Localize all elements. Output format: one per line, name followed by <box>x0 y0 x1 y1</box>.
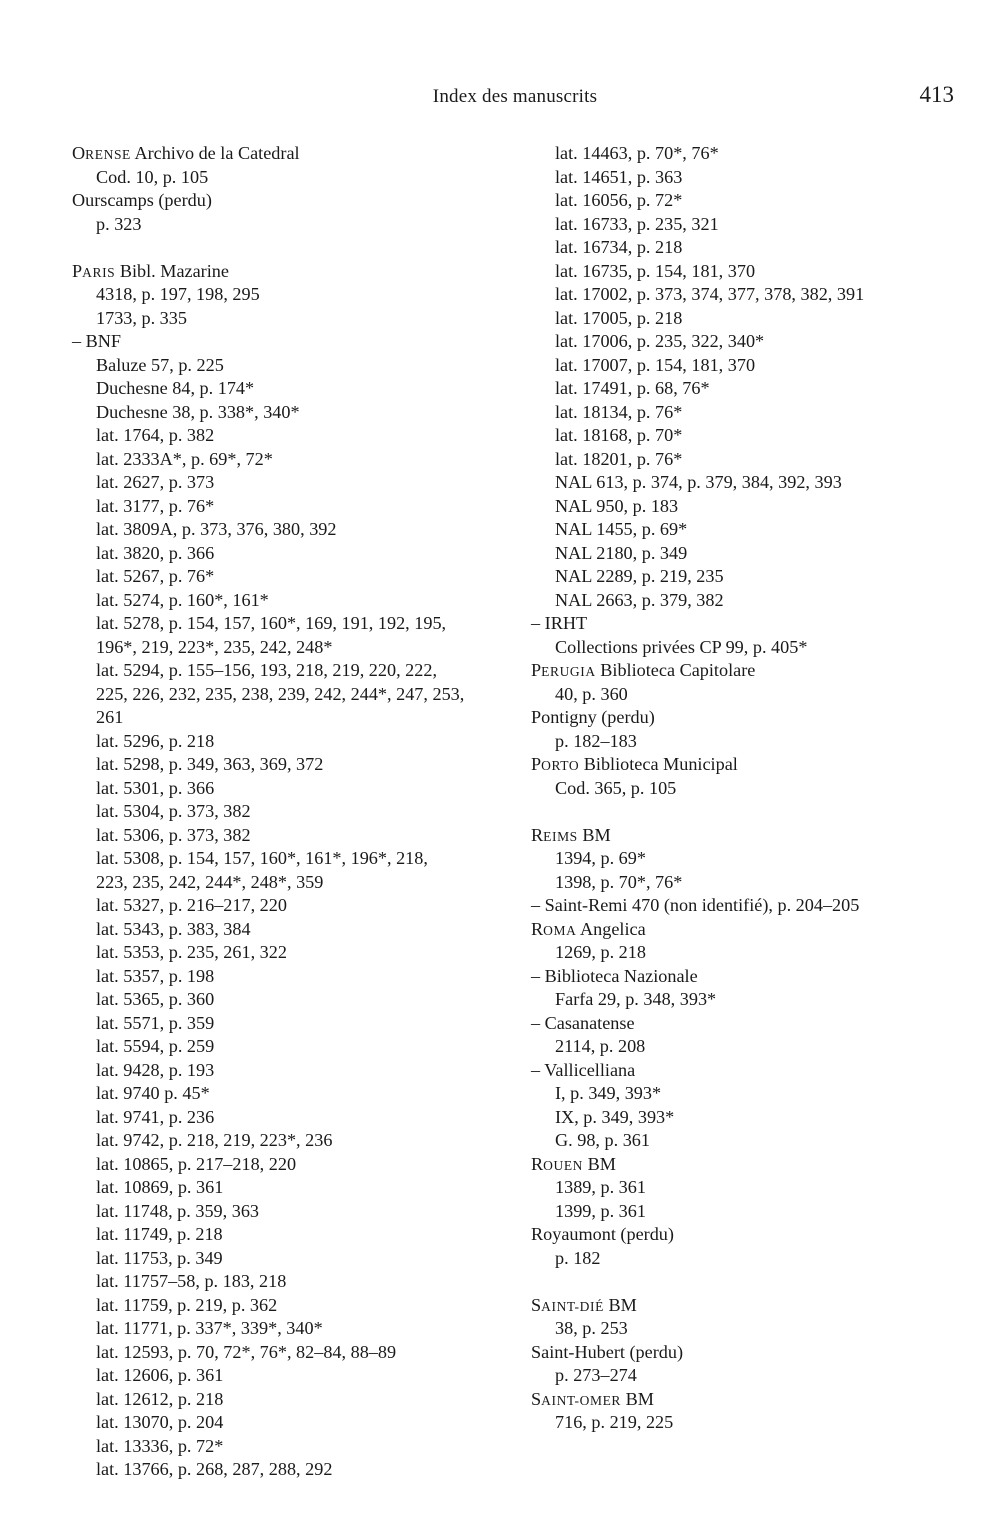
index-heading <box>531 1341 971 1365</box>
entry-text: Royaumont (perdu) <box>531 1224 674 1244</box>
index-entry <box>72 518 522 542</box>
index-column-left <box>72 142 522 1482</box>
entry-text: Biblioteca Municipal <box>579 754 738 774</box>
entry-text: p. 182–183 <box>555 730 637 751</box>
entry-text: Pontigny (perdu) <box>531 707 655 727</box>
entry-text: lat. 9742, p. 218, 219, 223*, 236 <box>96 1130 333 1150</box>
index-entry <box>72 824 522 848</box>
index-entry <box>531 1082 971 1106</box>
entry-text: Baluze 57, p. 225 <box>96 354 224 375</box>
index-entry <box>531 871 971 895</box>
index-entry <box>72 377 522 401</box>
entry-text: lat. 17491, p. 68, 76* <box>555 378 710 398</box>
entry-text: 40, p. 360 <box>555 683 628 704</box>
entry-text: lat. 11748, p. 359, 363 <box>96 1200 260 1221</box>
entry-gap <box>531 1270 971 1294</box>
index-entry <box>531 542 971 566</box>
entry-text: 1389, p. 361 <box>555 1177 646 1197</box>
index-entry <box>72 354 522 378</box>
entry-text: lat. 5308, p. 154, 157, 160*, 161*, 196*, 218, <box>96 848 428 868</box>
index-entry <box>72 1364 522 1388</box>
index-entry <box>72 894 522 918</box>
index-entry <box>72 1153 522 1177</box>
entry-text: lat. 14651, p. 363 <box>555 166 683 187</box>
index-entry <box>72 166 522 190</box>
city-name: REIMS <box>531 824 578 845</box>
entry-text: Ourscamps (perdu) <box>72 190 212 210</box>
index-entry <box>72 401 522 425</box>
entry-text: lat. 10869, p. 361 <box>96 1177 224 1197</box>
entry-text: lat. 18168, p. 70* <box>555 425 683 445</box>
index-entry <box>531 777 971 801</box>
entry-text: Biblioteca Capitolare <box>595 660 756 680</box>
index-entry <box>531 1317 971 1341</box>
index-entry <box>531 330 971 354</box>
index-entry <box>531 1129 971 1153</box>
city-name: SAINT-DIÉ <box>531 1294 604 1315</box>
entry-text: lat. 10865, p. 217–218, 220 <box>96 1153 297 1174</box>
city-name: ROMA <box>531 918 577 939</box>
entry-text: lat. 5301, p. 366 <box>96 777 215 798</box>
page-number: 413 <box>919 82 954 107</box>
entry-gap <box>531 800 971 824</box>
index-entry <box>531 1364 971 1388</box>
entry-text: 1733, p. 335 <box>96 307 187 328</box>
index-entry <box>531 1106 971 1130</box>
city-name: PERUGIA <box>531 660 596 680</box>
entry-text: lat. 13070, p. 204 <box>96 1412 224 1432</box>
index-entry <box>531 236 971 260</box>
entry-text: lat. 3820, p. 366 <box>96 542 215 563</box>
entry-text: Duchesne 84, p. 174* <box>96 378 255 398</box>
index-heading <box>531 1223 971 1247</box>
entry-text: lat. 11757–58, p. 183, 218 <box>96 1271 287 1291</box>
entry-text: lat. 16056, p. 72* <box>555 190 683 210</box>
entry-gap <box>72 236 522 260</box>
entry-text: Saint-Hubert (perdu) <box>531 1341 684 1362</box>
entry-text: Cod. 10, p. 105 <box>96 166 209 187</box>
entry-text: lat. 3809A, p. 373, 376, 380, 392 <box>96 519 337 539</box>
entry-text: p. 273–274 <box>555 1365 637 1385</box>
entry-text: lat. 11749, p. 218 <box>96 1224 223 1244</box>
entry-text: lat. 5298, p. 349, 363, 369, 372 <box>96 754 324 774</box>
entry-text: 225, 226, 232, 235, 238, 239, 242, 244*, 247, 253, <box>96 683 465 704</box>
entry-text: lat. 5304, p. 373, 382 <box>96 801 251 821</box>
index-entry <box>72 1223 522 1247</box>
index-entry <box>531 1200 971 1224</box>
entry-text: lat. 12606, p. 361 <box>96 1365 224 1385</box>
index-entry <box>72 283 522 307</box>
entry-text: – Saint-Remi 470 (non identifié), p. 204–205 <box>531 895 860 915</box>
entry-text: lat. 17007, p. 154, 181, 370 <box>555 354 756 375</box>
index-entry <box>531 377 971 401</box>
entry-text: lat. 5357, p. 198 <box>96 965 215 986</box>
index-entry <box>72 753 522 777</box>
index-heading <box>531 1388 971 1412</box>
entry-text: 1398, p. 70*, 76* <box>555 871 683 892</box>
entry-text: lat. 5594, p. 259 <box>96 1036 215 1056</box>
entry-text: 261 <box>96 707 124 727</box>
entry-text: lat. 5294, p. 155–156, 193, 218, 219, 220, 222, <box>96 660 438 680</box>
index-entry <box>531 565 971 589</box>
entry-text: lat. 17002, p. 373, 374, 377, 378, 382, 391 <box>555 284 865 304</box>
entry-text: Duchesne 38, p. 338*, 340* <box>96 401 300 422</box>
index-heading <box>531 1012 971 1036</box>
entry-text: lat. 5571, p. 359 <box>96 1012 215 1033</box>
entry-text: p. 182 <box>555 1247 601 1268</box>
index-entry <box>531 471 971 495</box>
entry-text: lat. 14463, p. 70*, 76* <box>555 143 719 163</box>
index-heading <box>531 918 971 942</box>
index-column-right <box>531 142 971 1435</box>
index-entry <box>72 542 522 566</box>
entry-text: lat. 9741, p. 236 <box>96 1106 215 1127</box>
entry-text: BM <box>583 1153 616 1174</box>
entry-text: G. 98, p. 361 <box>555 1130 650 1150</box>
index-entry <box>531 448 971 472</box>
entry-text: 38, p. 253 <box>555 1318 628 1338</box>
index-entry <box>531 354 971 378</box>
entry-text: lat. 17005, p. 218 <box>555 307 683 328</box>
index-heading <box>531 1153 971 1177</box>
index-entry <box>72 1035 522 1059</box>
index-entry <box>72 683 522 707</box>
index-entry <box>72 1388 522 1412</box>
entry-text: lat. 12612, p. 218 <box>96 1388 224 1409</box>
entry-text: BM <box>577 824 611 845</box>
index-entry <box>72 636 522 660</box>
entry-text: 223, 235, 242, 244*, 248*, 359 <box>96 871 324 892</box>
index-entry <box>531 401 971 425</box>
index-entry <box>72 1176 522 1200</box>
entry-text: lat. 5306, p. 373, 382 <box>96 824 251 845</box>
entry-text: lat. 11759, p. 219, p. 362 <box>96 1294 278 1315</box>
index-entry <box>72 424 522 448</box>
index-entry <box>72 213 522 237</box>
entry-text: – Casanatense <box>531 1012 635 1033</box>
index-entry <box>531 142 971 166</box>
index-entry <box>531 847 971 871</box>
index-entry <box>531 260 971 284</box>
index-entry <box>531 730 971 754</box>
index-heading <box>531 706 971 730</box>
index-entry <box>72 847 522 871</box>
index-heading <box>72 189 522 213</box>
index-entry <box>531 1176 971 1200</box>
index-entry <box>72 706 522 730</box>
entry-text: NAL 1455, p. 69* <box>555 519 688 539</box>
index-entry <box>72 777 522 801</box>
entry-text: lat. 16734, p. 218 <box>555 237 683 257</box>
index-entry <box>72 1411 522 1435</box>
index-entry <box>72 1129 522 1153</box>
index-heading <box>531 965 971 989</box>
index-entry <box>531 1247 971 1271</box>
index-heading <box>531 824 971 848</box>
entry-text: – Vallicelliana <box>531 1059 636 1080</box>
city-name: ORENSE <box>72 143 131 163</box>
entry-text: – Biblioteca Nazionale <box>531 965 698 986</box>
entry-text: lat. 3177, p. 76* <box>96 495 215 516</box>
entry-text: lat. 5365, p. 360 <box>96 989 215 1009</box>
entry-text: 196*, 219, 223*, 235, 242, 248* <box>96 636 333 657</box>
index-heading <box>72 142 522 166</box>
index-entry <box>531 307 971 331</box>
entry-text: lat. 17006, p. 235, 322, 340* <box>555 331 765 351</box>
index-entry <box>531 189 971 213</box>
index-entry <box>531 518 971 542</box>
entry-text: lat. 5296, p. 218 <box>96 730 215 751</box>
entry-text: lat. 18134, p. 76* <box>555 401 683 422</box>
index-heading <box>531 612 971 636</box>
entry-text: lat. 5343, p. 383, 384 <box>96 918 251 939</box>
entry-text: 1394, p. 69* <box>555 848 646 868</box>
index-entry <box>72 448 522 472</box>
entry-text: – IRHT <box>531 613 588 633</box>
index-entry <box>72 918 522 942</box>
index-entry <box>531 166 971 190</box>
index-entry <box>72 1341 522 1365</box>
entry-text: Bibl. Mazarine <box>115 260 229 281</box>
index-entry <box>72 800 522 824</box>
index-entry <box>72 1106 522 1130</box>
entry-text: 716, p. 219, 225 <box>555 1412 674 1432</box>
index-entry <box>531 1035 971 1059</box>
index-entry <box>72 1294 522 1318</box>
entry-text: Angelica <box>576 918 646 939</box>
index-entry <box>72 1458 522 1482</box>
entry-text: lat. 12593, p. 70, 72*, 76*, 82–84, 88–89 <box>96 1341 397 1362</box>
index-entry <box>72 659 522 683</box>
index-entry <box>72 1435 522 1459</box>
index-entry <box>72 871 522 895</box>
entry-text: NAL 950, p. 183 <box>555 495 679 516</box>
entry-text: NAL 2663, p. 379, 382 <box>555 589 724 610</box>
index-entry <box>72 1247 522 1271</box>
entry-text: lat. 2333A*, p. 69*, 72* <box>96 448 273 469</box>
entry-text: IX, p. 349, 393* <box>555 1106 675 1127</box>
entry-text: Collections privées CP 99, p. 405* <box>555 636 808 657</box>
entry-text: 1399, p. 361 <box>555 1200 646 1221</box>
index-entry <box>72 589 522 613</box>
index-heading <box>531 659 971 683</box>
entry-text: lat. 11753, p. 349 <box>96 1247 223 1268</box>
index-entry <box>72 1270 522 1294</box>
index-entry <box>72 941 522 965</box>
index-heading <box>531 1059 971 1083</box>
index-entry <box>72 495 522 519</box>
entry-text: lat. 18201, p. 76* <box>555 448 683 469</box>
index-entry <box>72 565 522 589</box>
entry-text: NAL 2180, p. 349 <box>555 542 688 563</box>
entry-text: lat. 16735, p. 154, 181, 370 <box>555 260 756 281</box>
entry-text: BM <box>621 1388 654 1409</box>
entry-text: lat. 5274, p. 160*, 161* <box>96 589 269 610</box>
entry-text: lat. 5353, p. 235, 261, 322 <box>96 942 287 962</box>
index-entry <box>531 283 971 307</box>
entry-text: lat. 13336, p. 72* <box>96 1435 224 1456</box>
index-entry <box>531 213 971 237</box>
running-title: Index des manuscrits <box>432 86 598 107</box>
index-entry <box>72 1012 522 1036</box>
entry-text: I, p. 349, 393* <box>555 1083 662 1103</box>
index-entry <box>72 1059 522 1083</box>
index-entry <box>72 1317 522 1341</box>
index-entry <box>531 424 971 448</box>
city-name: PARIS <box>72 260 116 281</box>
entry-text: Archivo de la Catedral <box>130 143 300 163</box>
entry-text: lat. 1764, p. 382 <box>96 425 215 445</box>
entry-text: lat. 5267, p. 76* <box>96 566 215 586</box>
entry-text: BM <box>603 1294 637 1315</box>
entry-text: lat. 13766, p. 268, 287, 288, 292 <box>96 1459 333 1479</box>
entry-text: – BNF <box>72 331 122 351</box>
running-head <box>0 82 1000 114</box>
entry-text: lat. 5327, p. 216–217, 220 <box>96 895 287 915</box>
entry-text: p. 323 <box>96 213 142 234</box>
entry-text: lat. 9740 p. 45* <box>96 1083 210 1103</box>
index-entry <box>531 988 971 1012</box>
index-entry <box>72 988 522 1012</box>
entry-text: lat. 2627, p. 373 <box>96 472 215 492</box>
entry-text: NAL 613, p. 374, p. 379, 384, 392, 393 <box>555 472 842 492</box>
index-heading <box>72 260 522 284</box>
entry-text: lat. 9428, p. 193 <box>96 1059 215 1080</box>
entry-text: Farfa 29, p. 348, 393* <box>555 989 717 1009</box>
city-name: SAINT-OMER <box>531 1388 622 1409</box>
entry-text: NAL 2289, p. 219, 235 <box>555 566 724 586</box>
index-entry <box>531 941 971 965</box>
index-heading <box>531 753 971 777</box>
index-entry <box>72 965 522 989</box>
index-entry <box>72 471 522 495</box>
index-entry <box>531 683 971 707</box>
entry-text: Cod. 365, p. 105 <box>555 777 677 798</box>
index-entry <box>531 636 971 660</box>
index-heading <box>531 894 971 918</box>
entry-text: lat. 5278, p. 154, 157, 160*, 169, 191, 192, 195, <box>96 613 447 633</box>
city-name: ROUEN <box>531 1153 584 1174</box>
index-entry <box>531 1411 971 1435</box>
entry-text: lat. 11771, p. 337*, 339*, 340* <box>96 1318 323 1338</box>
index-heading <box>72 330 522 354</box>
entry-text: 4318, p. 197, 198, 295 <box>96 284 260 304</box>
entry-text: 1269, p. 218 <box>555 942 646 962</box>
index-entry <box>72 307 522 331</box>
index-entry <box>72 730 522 754</box>
index-heading <box>531 1294 971 1318</box>
city-name: PORTO <box>531 754 580 774</box>
index-entry <box>72 1200 522 1224</box>
index-entry <box>531 495 971 519</box>
entry-text: 2114, p. 208 <box>555 1036 646 1056</box>
index-entry <box>72 612 522 636</box>
entry-text: lat. 16733, p. 235, 321 <box>555 213 719 234</box>
index-entry <box>531 589 971 613</box>
index-entry <box>72 1082 522 1106</box>
